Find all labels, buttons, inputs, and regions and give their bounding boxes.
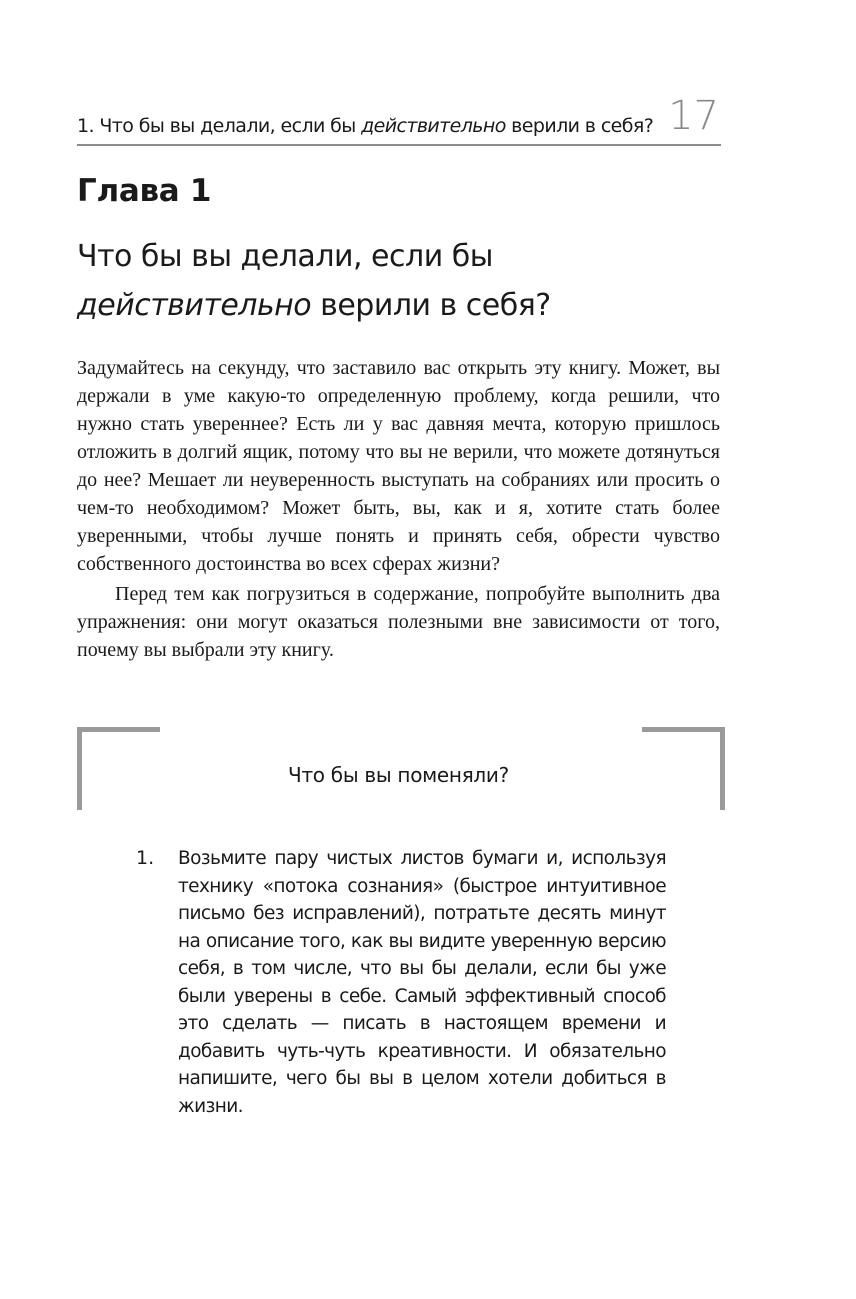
chapter-label: Глава 1 (77, 173, 212, 209)
page-number: 17 (668, 93, 719, 139)
running-header-title (77, 115, 653, 137)
running-header-title-prefix: 1. Что бы вы делали, если бы (77, 115, 362, 137)
exercise-item-number: 1. (136, 847, 155, 869)
running-header-title-suffix: верили в себя? (505, 115, 654, 137)
body-paragraph-1: Задумайтесь на секунду, что заставило вас открыть эту книгу. Может, вы держали в уме какую-то определенную проблему, когда решили, что нужно стать увереннее? Есть ли у вас давняя мечта, которую пришлось отложить в долгий ящик, потому что вы не верили, что можете дотянуться до нее? Мешает ли неуверенность выступать на собраниях или просить о чем-то необходимом? Может быть, вы, как и я, хотите стать более уверенными, чтобы лучше понять и принять себя, обрести чувство собственного достоинства во всех сферах жизни? (77, 357, 720, 575)
chapter-title-line-2 (77, 281, 737, 330)
body-text (77, 354, 720, 664)
chapter-title (77, 232, 737, 330)
running-header-title-emphasis: действительно (361, 115, 506, 137)
exercise-title: Что бы вы поменяли? (288, 763, 509, 787)
exercise-item-text: Возьмите пару чистых листов бумаги и, используя технику «потока сознания» (быстрое интуитивное письмо без исправлений), потратьте десять минут на описание того, как вы видите уверенную версию себя, в том числе, что вы бы делали, если бы уже были уверены в себе. Самый эффективный способ это сделать — писать в настоящем времени и добавить чуть-чуть креативности. И обязательно напишите, чего бы вы в целом хотели добиться в жизни. (178, 848, 666, 1117)
body-paragraph-2: Перед тем как погрузиться в содержание, попробуйте выполнить два упражнения: они могут оказаться полезными вне зависимости от того, почему вы выбрали эту книгу. (77, 583, 720, 661)
running-header (77, 88, 721, 146)
chapter-title-emphasis: действительно (77, 288, 312, 323)
chapter-title-line-2-rest: верили в себя? (311, 288, 551, 323)
chapter-title-line-1: Что бы вы делали, если бы (77, 239, 493, 274)
